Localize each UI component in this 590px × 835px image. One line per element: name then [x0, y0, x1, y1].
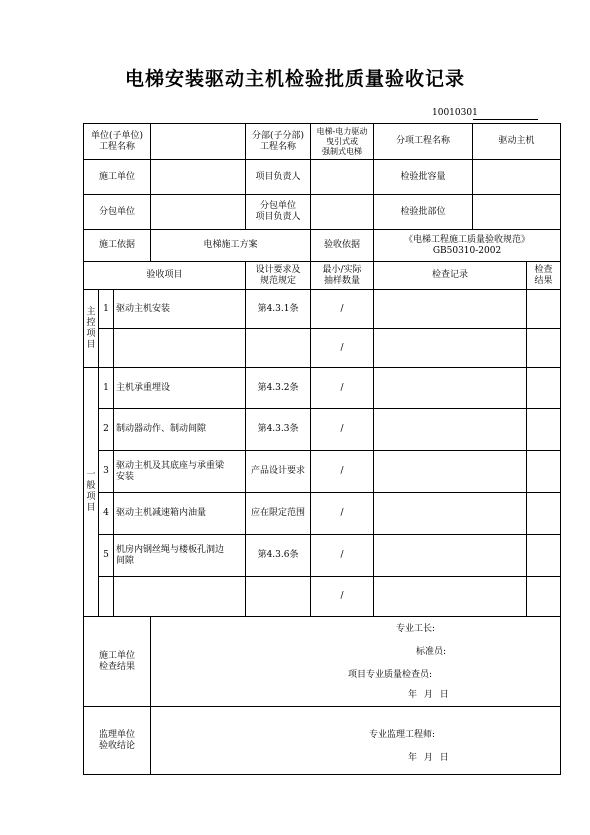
pm-label: 项目负责人	[246, 160, 311, 195]
item-record[interactable]	[374, 329, 527, 368]
item-name: 主机承重埋设	[114, 368, 246, 409]
standard-label: 标准员:	[416, 647, 447, 657]
item-record[interactable]	[374, 368, 527, 409]
unit-value[interactable]	[151, 124, 246, 160]
part-value[interactable]	[473, 195, 561, 230]
sub-pm-value[interactable]	[311, 195, 374, 230]
constr-check-area[interactable]	[151, 617, 561, 707]
constr-label: 施工单位	[84, 160, 151, 195]
item-name	[114, 329, 246, 368]
item-record[interactable]	[374, 493, 527, 535]
item-req: 第4.3.6条	[246, 535, 311, 577]
col-result: 检查 结果	[527, 262, 561, 290]
general-group-label: 一 般 项 目	[84, 368, 99, 617]
item-record[interactable]	[374, 577, 527, 617]
item-sample: /	[311, 493, 374, 535]
item-no: 1	[99, 368, 114, 409]
item-result[interactable]	[527, 577, 561, 617]
item-no	[99, 329, 114, 368]
item-name	[114, 577, 246, 617]
page-title: 电梯安装驱动主机检验批质量验收记录	[124, 68, 465, 90]
col-item: 验收项目	[84, 262, 246, 290]
foreman-label: 专业工长:	[396, 624, 436, 634]
accept-basis-value: 《电梯工程施工质量验收规范》 GB50310-2002	[374, 230, 561, 262]
capacity-value[interactable]	[473, 160, 561, 195]
supervision-date: 年 月 日	[408, 753, 451, 763]
constr-check-label: 施工单位 检查结果	[84, 617, 151, 707]
part-label: 检验批部位	[374, 195, 473, 230]
item-record[interactable]	[374, 290, 527, 329]
basis-value: 电梯施工方案	[151, 230, 311, 262]
subdiv-label: 分部(子分部) 工程名称	[246, 124, 311, 160]
inspection-form	[83, 123, 561, 775]
item-sample: /	[311, 535, 374, 577]
item-sample: /	[311, 329, 374, 368]
subdiv-value: 电梯-电力驱动曳引式或 强制式电梯	[311, 124, 374, 160]
basis-label: 施工依据	[84, 230, 151, 262]
item-name: 机房内钢丝绳与楼板孔洞边 间隙	[114, 535, 246, 577]
item-result[interactable]	[527, 290, 561, 329]
accept-basis-label: 验收依据	[311, 230, 374, 262]
code-underline	[473, 119, 538, 120]
item-sample: /	[311, 409, 374, 451]
item-sample: /	[311, 451, 374, 493]
item-no: 1	[99, 290, 114, 329]
item-record[interactable]	[374, 409, 527, 451]
item-result[interactable]	[527, 368, 561, 409]
item-name: 驱动主机减速箱内油量	[114, 493, 246, 535]
item-result[interactable]	[527, 535, 561, 577]
item-record[interactable]	[374, 451, 527, 493]
item-name: 制动器动作、制动间隙	[114, 409, 246, 451]
sub-value[interactable]	[151, 195, 246, 230]
item-name: 驱动主机安装	[114, 290, 246, 329]
item-no: 4	[99, 493, 114, 535]
item-req	[246, 329, 311, 368]
item-value: 驱动主机	[473, 124, 561, 160]
main-group-label: 主 控 项 目	[84, 290, 99, 368]
sub-pm-label: 分包单位 项目负责人	[246, 195, 311, 230]
constr-value[interactable]	[151, 160, 246, 195]
unit-label: 单位(子单位) 工程名称	[84, 124, 151, 160]
record-code: 10010301	[432, 108, 478, 118]
item-no	[99, 577, 114, 617]
col-design: 设计要求及 规范规定	[246, 262, 311, 290]
engineer-label: 专业监理工程师:	[369, 730, 436, 740]
col-sample: 最小/实际 抽样数量	[311, 262, 374, 290]
constr-date: 年 月 日	[408, 690, 451, 700]
item-req: 产品设计要求	[246, 451, 311, 493]
item-no: 2	[99, 409, 114, 451]
item-sample: /	[311, 368, 374, 409]
item-record[interactable]	[374, 535, 527, 577]
sub-label: 分包单位	[84, 195, 151, 230]
supervision-label: 监理单位 验收结论	[84, 707, 151, 775]
item-req: 第4.3.3条	[246, 409, 311, 451]
item-sample: /	[311, 290, 374, 329]
pm-value[interactable]	[311, 160, 374, 195]
item-name: 驱动主机及其底座与承重梁 安装	[114, 451, 246, 493]
col-record: 检查记录	[374, 262, 527, 290]
item-no: 3	[99, 451, 114, 493]
supervision-area[interactable]	[151, 707, 561, 775]
item-req: 应在限定范围	[246, 493, 311, 535]
item-no: 5	[99, 535, 114, 577]
inspector-label: 项目专业质量检查员:	[348, 670, 433, 680]
item-result[interactable]	[527, 409, 561, 451]
item-req: 第4.3.1条	[246, 290, 311, 329]
item-req	[246, 577, 311, 617]
item-label: 分项工程名称	[374, 124, 473, 160]
item-sample: /	[311, 577, 374, 617]
item-result[interactable]	[527, 329, 561, 368]
capacity-label: 检验批容量	[374, 160, 473, 195]
item-result[interactable]	[527, 451, 561, 493]
item-result[interactable]	[527, 493, 561, 535]
item-req: 第4.3.2条	[246, 368, 311, 409]
